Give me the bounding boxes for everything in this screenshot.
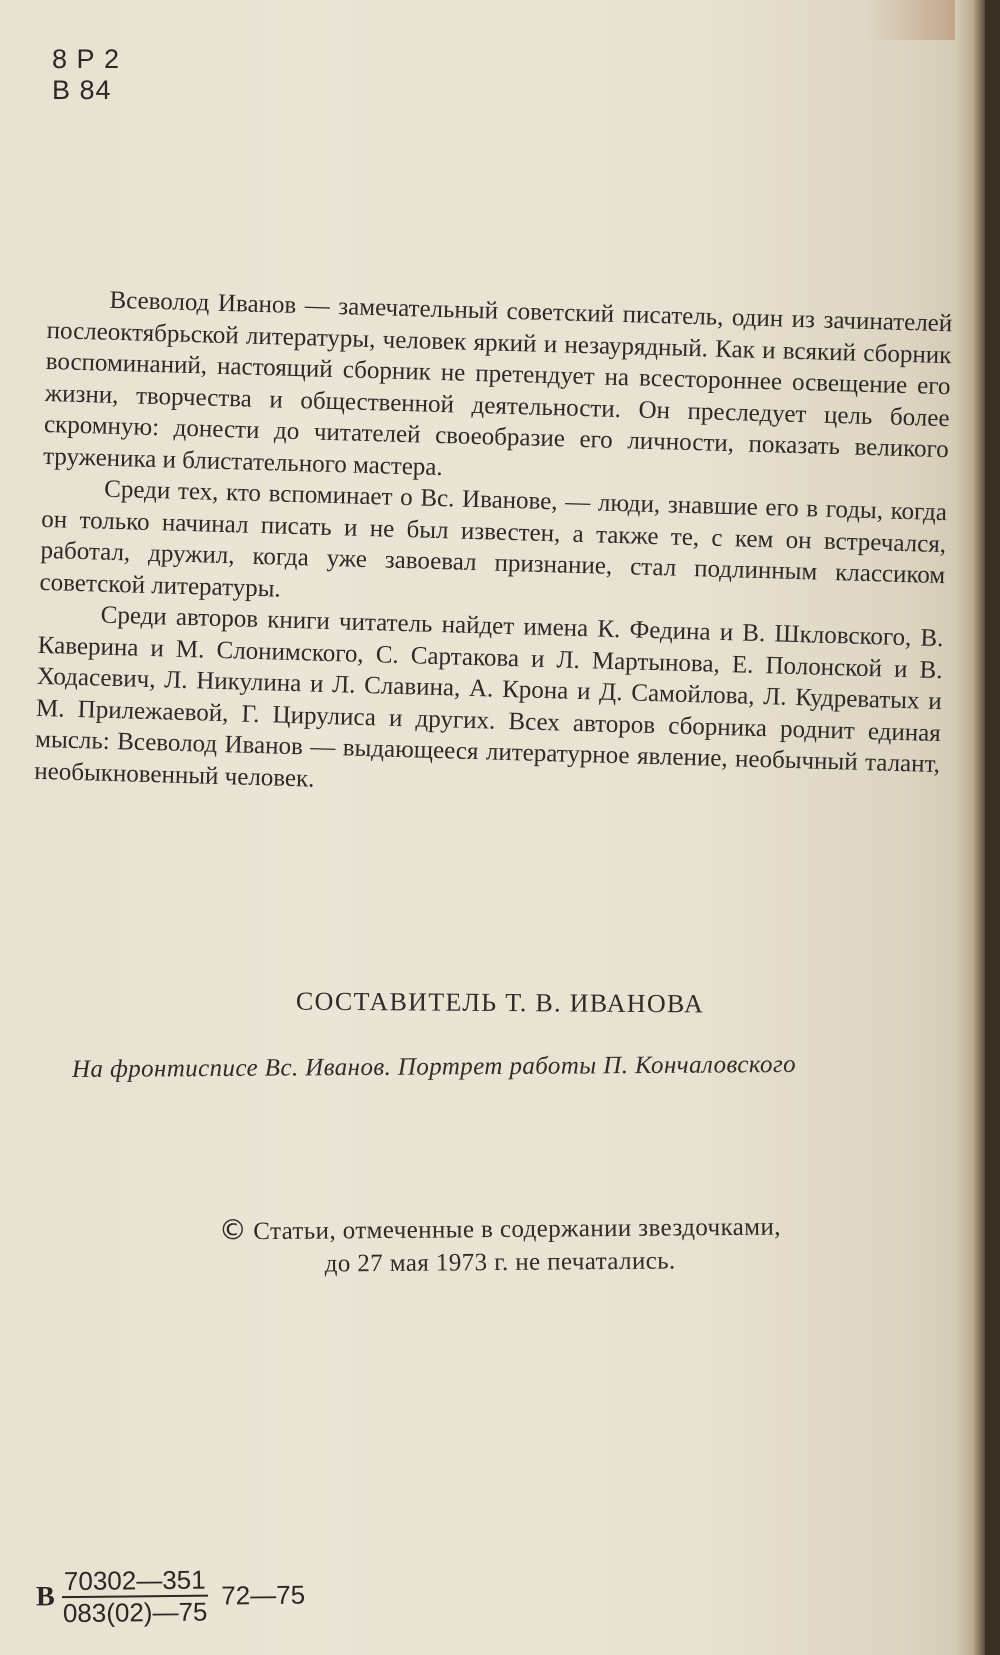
bbk-line-2: В 84 (52, 75, 112, 105)
publication-index (36, 1564, 306, 1629)
index-letter: В (35, 1581, 55, 1613)
annotation-paragraph-1: Всеволод Иванов — замечательный советский писатель, один из зачинателей послеоктябрьской литературы, человек яркий и незаурядный. Как и всякий сборник воспоминаний, настоящий сборник не претендует на всестороннее освещение его жизни, творчества и общественной деятельности. Он преследует цель более скромную: донести до читателей своеобразие его личности, показать великого труженика и блистательного мастера. (42, 286, 953, 481)
bbk-line-1: 8 Р 2 (52, 44, 121, 74)
annotation-paragraph-2: Среди тех, кто вспоминает о Вс. Иванове, — люди, знавшие его в годы, когда он только начинал писать и не был известен, а также те, с кем он встречался, работал, дружил, когда уже завоевал признание, стал подлинным классиком советской литературы. (39, 475, 948, 603)
library-classification-code (52, 44, 120, 106)
index-denominator: 083(02)—75 (62, 1596, 208, 1629)
frontispiece-note: На фронтисписе Вс. Иванов. Портрет работы П. Кончаловского (71, 1050, 797, 1084)
copyright-line-2: до 27 мая 1973 г. не печатались. (324, 1247, 676, 1278)
copyright-icon: © (218, 1213, 248, 1247)
index-suffix: 72—75 (221, 1579, 306, 1610)
index-fraction (60, 1565, 209, 1629)
compiler-credit: СОСТАВИТЕЛЬ Т. В. ИВАНОВА (295, 986, 705, 1019)
index-numerator: 70302—351 (62, 1565, 208, 1599)
copyright-note (0, 1207, 985, 1284)
copyright-text-1: Статьи, отмеченные в содержании звездочками, (253, 1213, 781, 1246)
annotation-paragraph-3: Среди авторов книги читатель найдет имена К. Федина и В. Шкловского, В. Каверина и М. Слонимского, С. Сартакова и Л. Мартынова, Е. Полонской и В. Ходасевич, Л. Никулина и Л. Славина, А. Крона и Д. Самойлова, Л. Кудреватых и М. Прилежаевой, Г. Цирулиса и других. Всех авторов сборника роднит единая мысль: Всеволод Иванов — выдающееся литературное явление, необычный талант, необыкновенный человек. (33, 601, 944, 793)
book-annotation (34, 283, 953, 812)
page-edge (955, 0, 985, 1655)
